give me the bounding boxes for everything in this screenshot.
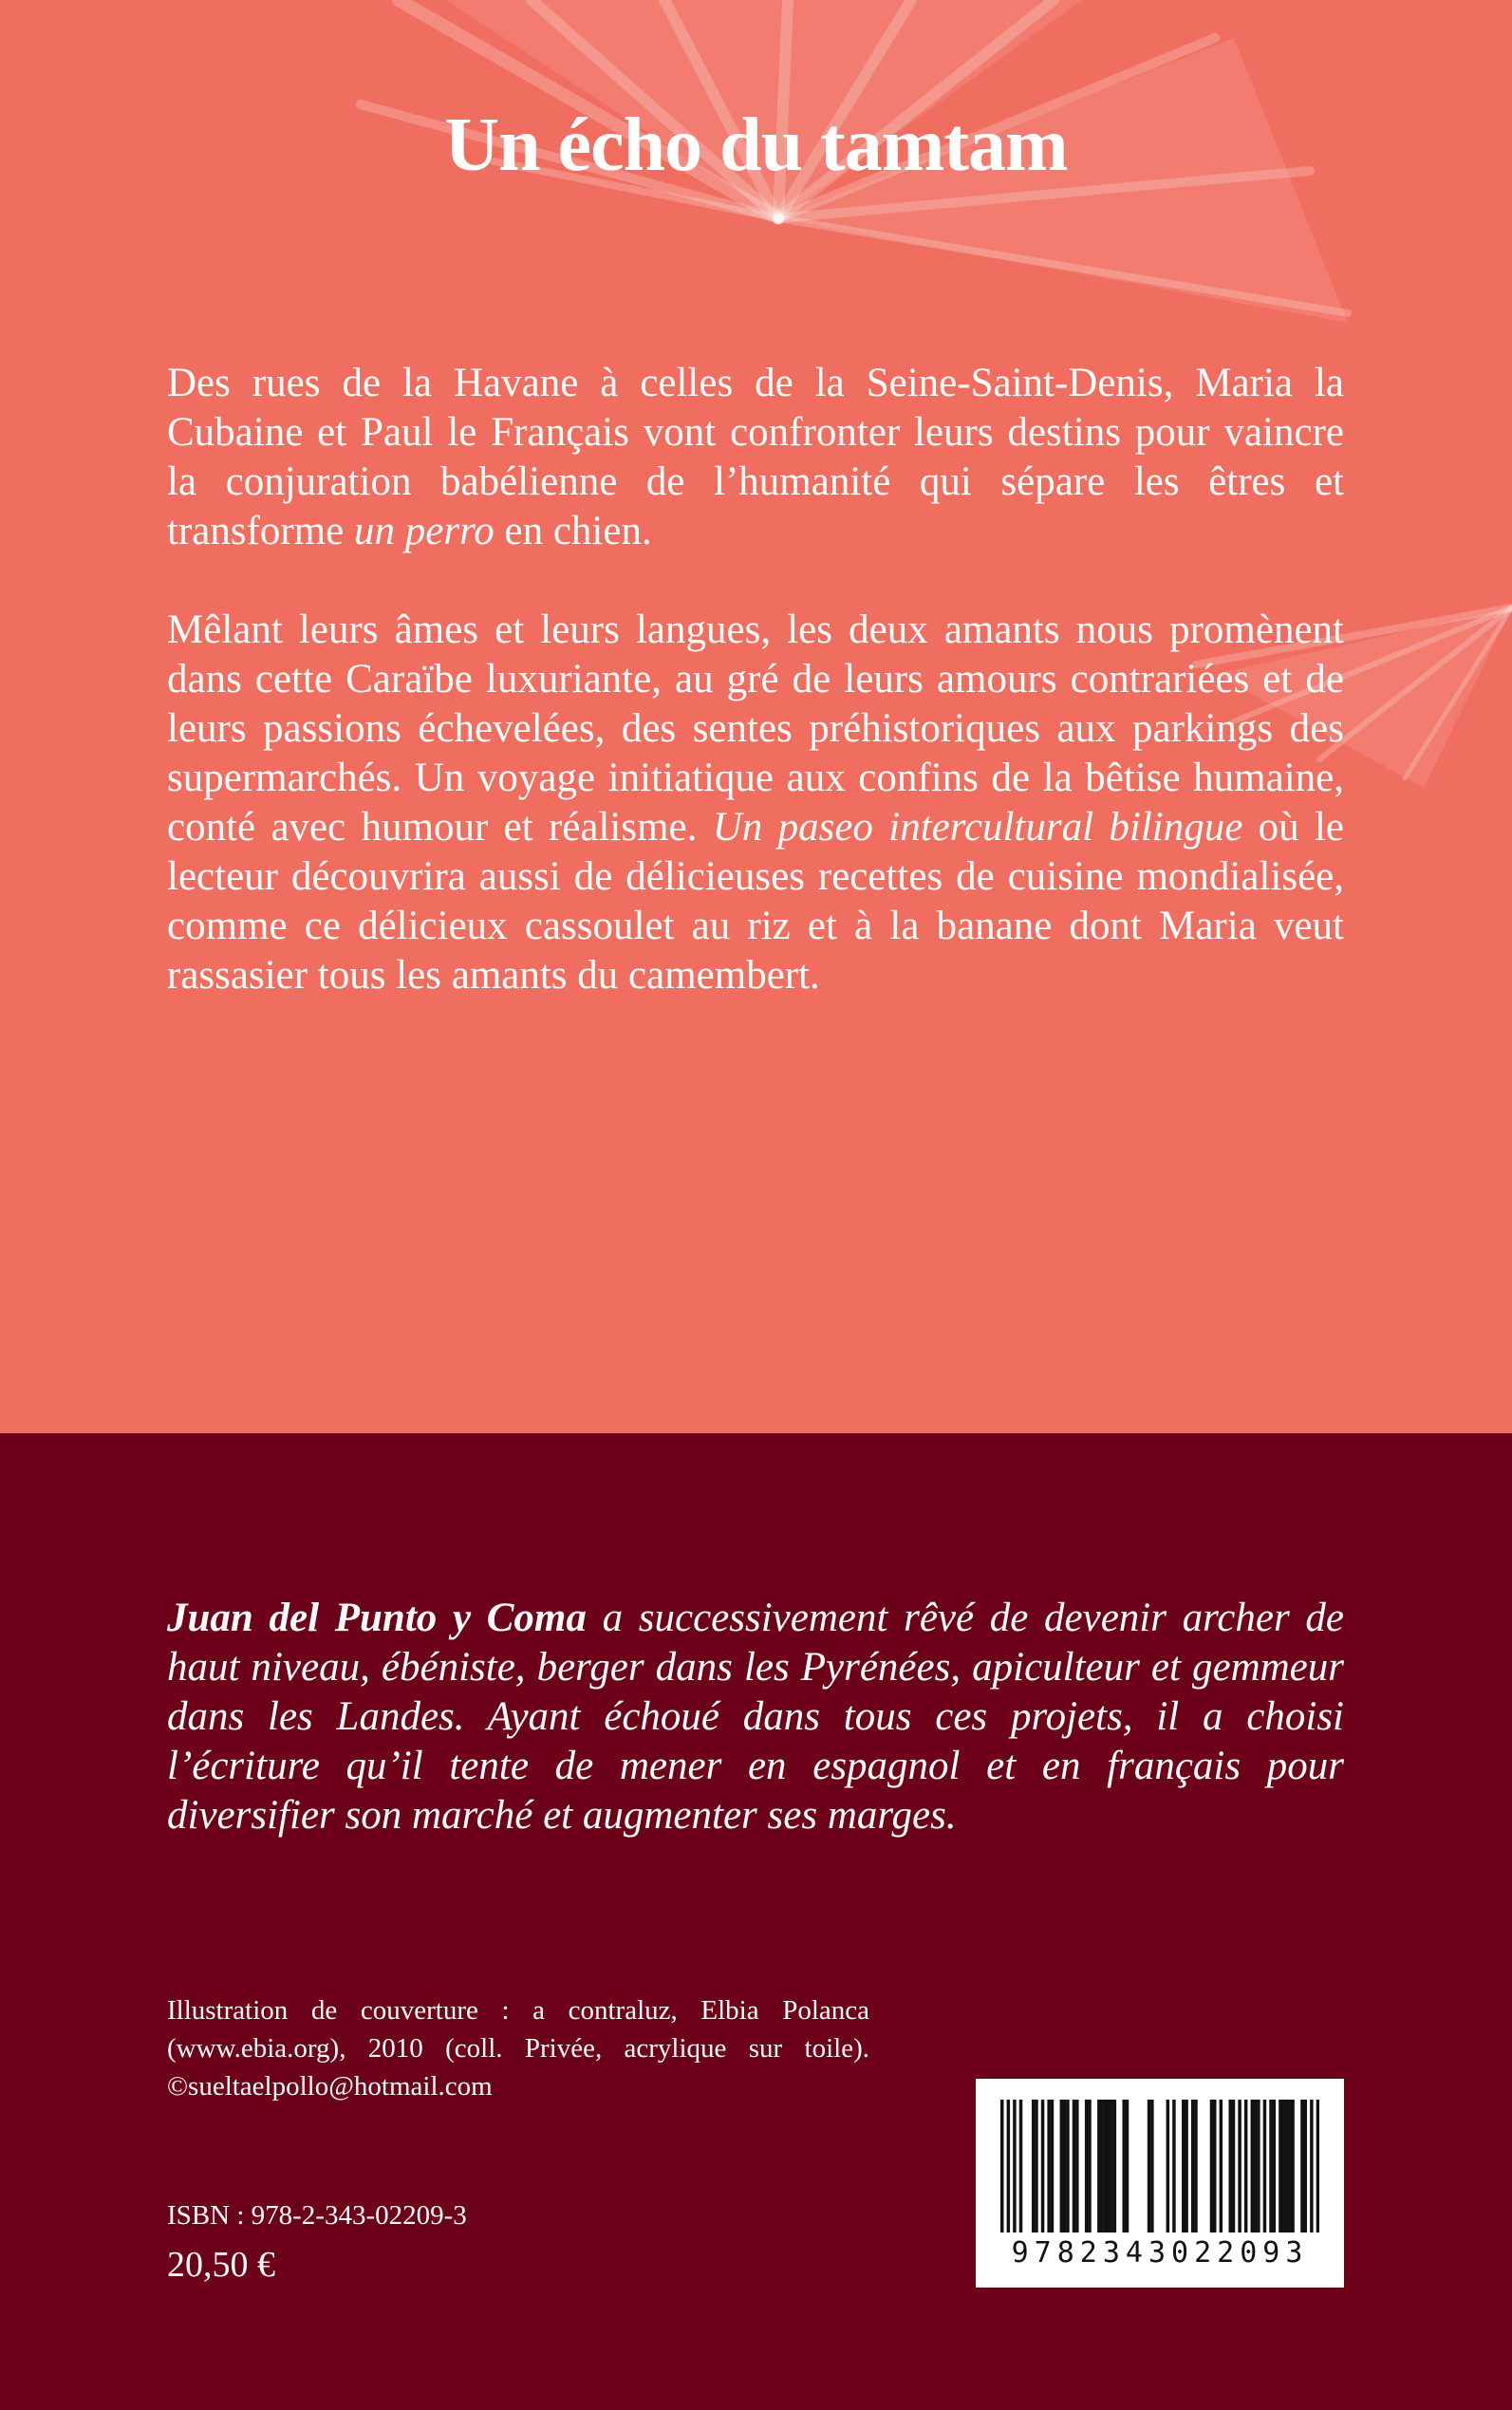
barcode-bar [1273, 2100, 1276, 2233]
barcode-bar [1269, 2100, 1272, 2233]
barcode-bar [1263, 2100, 1266, 2233]
barcode-bar [1107, 2100, 1110, 2233]
barcode-bar [1060, 2100, 1063, 2233]
barcode-bar [1191, 2100, 1194, 2233]
author-bio [167, 1594, 1344, 1840]
author-name: Juan del Punto y Coma [167, 1596, 587, 1640]
barcode-bar [1213, 2100, 1216, 2233]
barcode-bar [1244, 2100, 1247, 2233]
barcode-bar [1013, 2100, 1016, 2233]
barcode-bar [1185, 2100, 1187, 2233]
barcode-bar [1150, 2100, 1153, 2233]
barcode-bar [1291, 2100, 1294, 2233]
barcode-bar [1047, 2100, 1050, 2233]
barcode-bar [1167, 2100, 1169, 2233]
barcode [976, 2079, 1344, 2288]
barcode-bar [1073, 2100, 1075, 2233]
synopsis-italic: un perro [354, 509, 495, 553]
book-title: Un écho du tamtam [444, 103, 1068, 187]
barcode-bar [1007, 2100, 1010, 2233]
barcode-bar [1104, 2100, 1107, 2233]
barcode-bars [1000, 2100, 1319, 2233]
barcode-bar [1110, 2100, 1112, 2233]
barcode-bar [1063, 2100, 1066, 2233]
barcode-bar [1182, 2100, 1185, 2233]
barcode-bar [1122, 2100, 1125, 2233]
price: 20,50 € [167, 2245, 275, 2285]
isbn: ISBN : 978-2-343-02209-3 [167, 2200, 467, 2231]
barcode-bar [1254, 2100, 1257, 2233]
barcode-bar [1088, 2100, 1091, 2233]
barcode-bar [1097, 2100, 1100, 2233]
barcode-bar [1126, 2100, 1129, 2233]
barcode-bar [1100, 2100, 1103, 2233]
barcode-bar [1288, 2100, 1291, 2233]
barcode-bar [1172, 2100, 1175, 2233]
illustration-credits: Illustration de couverture : a contraluz, Elbia Polanca (www.ebia.org), 2010 (coll. Privée, acrylique sur toile). ©sueltaelpollo@hotmail.com [167, 1995, 869, 2102]
synopsis-text: où le lecteur découvrira aussi de délicieuses recettes de cuisine mondialisée, comme ce délicieux cassoulet au riz et à la banane dont Maria veut rassasier tous les amants du camembert. [167, 805, 1345, 998]
barcode-bar [1051, 2100, 1054, 2233]
barcode-bar [1300, 2100, 1303, 2233]
barcode-bar [1251, 2100, 1254, 2233]
barcode-bar [1032, 2100, 1035, 2233]
barcode-bar [1285, 2100, 1288, 2233]
synopsis-paragraph-2 [167, 606, 1344, 1000]
barcode-bar [1019, 2100, 1022, 2233]
barcode-bar [1257, 2100, 1260, 2233]
barcode-number: 9782343022093 [1011, 2236, 1309, 2270]
barcode-bar [1228, 2100, 1231, 2233]
barcode-bar [1279, 2100, 1281, 2233]
barcode-bar [1085, 2100, 1088, 2233]
synopsis-paragraph-1 [167, 359, 1344, 556]
barcode-bar [1075, 2100, 1078, 2233]
author-bio-text: a successivement rêvé de devenir archer de haut niveau, ébéniste, berger dans les Pyrénées, apiculteur et gemmeur dans les Landes. Ayant échoué dans tous ces projets, il a choisi l’écriture qu’il tente de mener en espagnol et en français pour diversifier son marché et augmenter ses marges. [167, 1596, 1344, 1838]
barcode-bar [1232, 2100, 1235, 2233]
barcode-bar [1041, 2100, 1044, 2233]
barcode-bar [1281, 2100, 1284, 2233]
barcode-bar [1194, 2100, 1197, 2233]
synopsis-text: en chien. [494, 509, 652, 553]
barcode-bar [1000, 2100, 1003, 2233]
synopsis-text: Des rues de la Havane à celles de la Seine-Saint-Denis, Maria la Cubaine et Paul le Français vont confronter leurs destins pour vaincre la conjuration babélienne de l’humanité qui sépare les êtres et transforme [167, 361, 1344, 553]
barcode-bar [1066, 2100, 1069, 2233]
barcode-bar [1316, 2100, 1319, 2233]
synopsis-text: Mêlant leurs âmes et leurs langues, les deux amants nous promènent dans cette Caraïbe luxuriante, au gré de leurs amours contrariées et de leurs passions échevelées, des sentes préhistoriques aux parkings des supermarchés. Un voyage initiatique aux confins de la bêtise humaine, conté avec humour et réalisme. [167, 607, 1344, 850]
barcode-bar [1113, 2100, 1116, 2233]
barcode-bar [1035, 2100, 1037, 2233]
barcode-bar [1310, 2100, 1313, 2233]
barcode-bar [1220, 2100, 1223, 2233]
barcode-bar [1210, 2100, 1213, 2233]
barcode-bar [1304, 2100, 1307, 2233]
synopsis-italic: Un paseo intercultural bilingue [712, 805, 1243, 850]
barcode-bar [1148, 2100, 1150, 2233]
barcode-bar [1238, 2100, 1241, 2233]
